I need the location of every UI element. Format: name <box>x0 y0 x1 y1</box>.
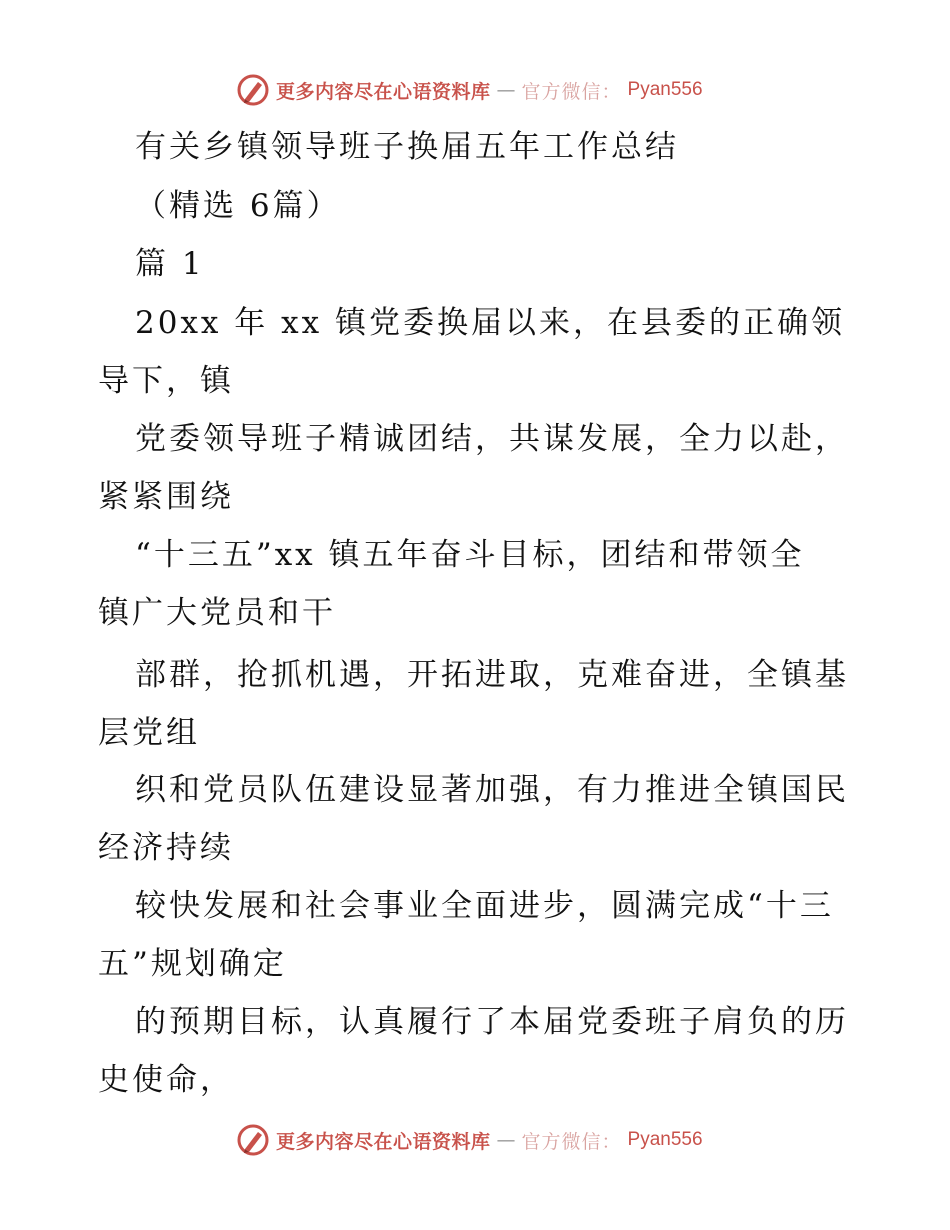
body-line: 经济持续 <box>98 830 234 866</box>
body-line: 20xx 年 xx 镇党委换届以来，在县委的正确领 <box>135 305 845 341</box>
body-line: 党委领导班子精诚团结，共谋发展，全力以赴， <box>135 421 849 457</box>
body-line: 史使命， <box>98 1062 234 1098</box>
watermark-banner-top <box>236 72 703 108</box>
body-line: 部群，抢抓机遇，开拓进取，克难奋进，全镇基 <box>135 657 849 693</box>
body-line: 紧紧围绕 <box>98 479 234 515</box>
body-line: 五”规划确定 <box>98 946 287 982</box>
body-line: 较快发展和社会事业全面进步，圆满完成“十三 <box>135 888 834 924</box>
watermark-wechat-label: 官方微信： <box>521 80 622 103</box>
section-heading: 篇 1 <box>135 246 205 282</box>
watermark-wechat-id: Pyan556 <box>627 79 703 100</box>
body-line: 导下，镇 <box>98 363 234 399</box>
watermark-library-text: 更多内容尽在心语资料库 <box>276 80 491 103</box>
body-line: 的预期目标，认真履行了本届党委班子肩负的历 <box>135 1004 849 1040</box>
document-title: 有关乡镇领导班子换届五年工作总结 <box>135 129 679 165</box>
watermark-dash: — <box>496 1129 516 1151</box>
body-line: 镇广大党员和干 <box>98 595 336 631</box>
watermark-banner-bottom <box>236 1122 703 1158</box>
pen-logo-icon <box>236 1123 270 1157</box>
body-line: 层党组 <box>98 715 200 751</box>
watermark-wechat-label: 官方微信： <box>521 1130 622 1153</box>
document-subtitle: （精选 6篇） <box>135 188 341 224</box>
body-line: 织和党员队伍建设显著加强，有力推进全镇国民 <box>135 772 849 808</box>
watermark-wechat-id: Pyan556 <box>627 1129 703 1150</box>
watermark-dash: — <box>496 79 516 101</box>
pen-logo-icon <box>236 73 270 107</box>
body-line: “十三五”xx 镇五年奋斗目标，团结和带领全 <box>135 537 805 573</box>
watermark-library-text: 更多内容尽在心语资料库 <box>276 1130 491 1153</box>
